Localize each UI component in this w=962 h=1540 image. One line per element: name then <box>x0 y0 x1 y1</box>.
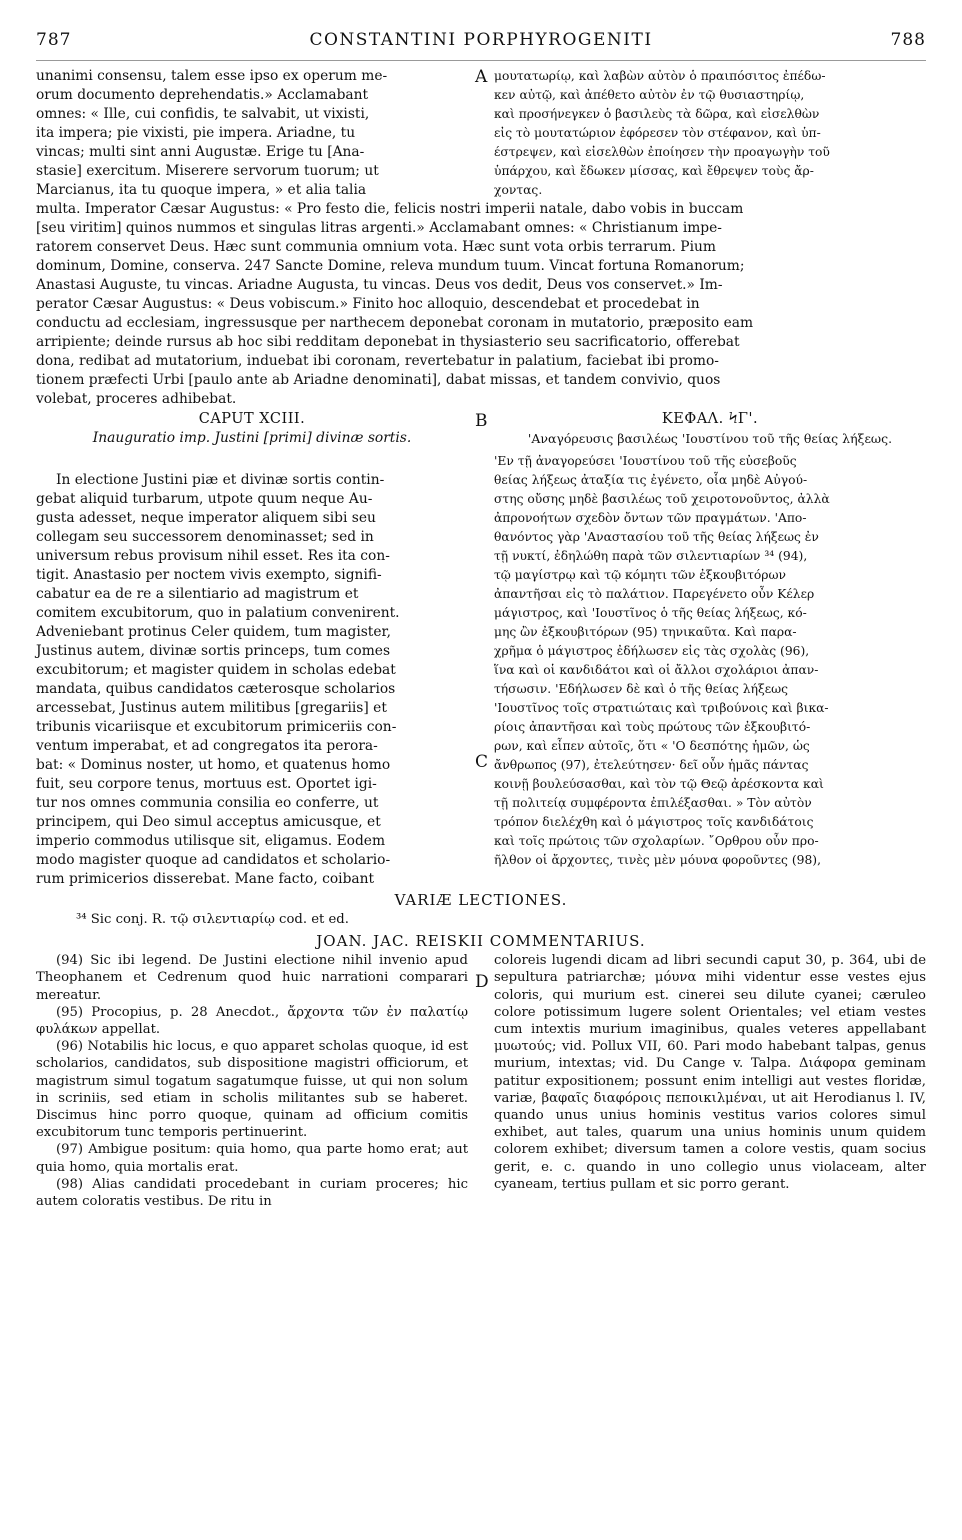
text-line: τῷ μαγίστρῳ καὶ τῷ κόμητι τῶν ἐξκουβιτόρων <box>494 568 787 582</box>
text-line: imperio commodus utilisque sit, eligamus. Eodem <box>36 833 386 849</box>
text-line: χρῆμα ὁ μάγιστρος ἐδήλωσεν εἰς τὰς σχολὰς (96), <box>494 644 810 658</box>
text-line: Anastasi Auguste, tu vincas. Ariadne Augusta, tu vincas. Deus vos dedit, Deus vos conservet.» Im- <box>36 277 723 293</box>
top-latin-column <box>36 67 468 200</box>
text-line: tigit. Anastasio per noctem vivis exempto, signifi- <box>36 567 382 583</box>
chapter-title-latin: CAPUT XCIII. <box>198 411 306 427</box>
text-line: [seu viritim] quinos nummos et singulas litras argenti.» Acclamabant omnes: « Christianum impe- <box>36 220 722 236</box>
page <box>36 30 926 1510</box>
commentary-right-column <box>494 952 926 1210</box>
text-line: ρίοις ἀπαντῆσαι καὶ τοὺς πρώτους τῶν ἐξκουβιτό- <box>494 720 811 734</box>
text-line: Justinus autem, divinæ sortis princeps, tum comes <box>36 643 391 659</box>
latin-chapter-heading <box>36 409 468 448</box>
text-line: tribunis vicariisque et excubitorum primiceriis con- <box>36 719 397 735</box>
footnote: (94) Sic ibi legend. De Justini electione nihil invenio apud Theophanem et Cedrenum quod huic narrationi comparari mereatur. <box>36 953 468 1003</box>
commentary-columns <box>36 952 926 1210</box>
margin-letter-b: B <box>475 411 488 431</box>
page-number-right: 788 <box>890 30 926 50</box>
text-line: τήσωσιν. 'Εδήλωσεν δὲ καὶ ὁ τῆς θείας λήξεως <box>494 682 789 696</box>
footnote: (96) Notabilis hic locus, e quo apparet scholas quoque, id est scholarios, candidatos, sub dispositione magistri officiorum, et magistrum simul togatum sagatumque fuisse, ut qui non solum in scriniis, sed etiam in scholis militantes sub se haberet. Discimus hinc porro quoque, quinam ad officium comitis excubitorum tunc temporis pertinuerint. <box>36 1039 468 1141</box>
text-line: dona, redibat ad mutatorium, induebat ibi coronam, revertebatur in palatium, faciebat ibi promo- <box>36 353 719 369</box>
text-line: comitem excubitorum, quo in palatium convenirent. <box>36 605 400 621</box>
commentary-left-column <box>36 952 468 1210</box>
text-line: μουτατωρίῳ, καὶ λαβὼν αὐτὸν ὁ πραιπόσιτος ἐπέδω- <box>494 69 826 83</box>
text-line: 'Ιουστῖνος τοῖς στρατιώταις καὶ τριβούνοις καὶ βικα- <box>494 701 829 715</box>
body-greek-column <box>494 452 926 889</box>
text-line: κεν αὐτῷ, καὶ ἀπέθετο αὐτὸν ἐν τῷ θυσιαστηρίῳ, <box>494 88 805 102</box>
footnote: (95) Procopius, p. 28 Anecdot., ἄρχοντα τῶν ἐν παλατίῳ φυλάκων appellat. <box>36 1004 468 1038</box>
variant-note: ³⁴ Sic conj. R. τῷ σιλεντιαρίῳ cod. et ed. <box>76 912 349 927</box>
running-header <box>36 30 926 61</box>
commentary-heading: JOAN. JAC. REISKII COMMENTARIUS. <box>316 932 646 951</box>
text-line: στης οὔσης μηδὲ βασιλέως τοῦ χειροτονοῦντος, ἀλλὰ <box>494 492 830 506</box>
text-line: ῆλθον οἱ ἄρχοντες, τινὲς μὲν μόυνα φοροῦντες (98), <box>494 853 821 867</box>
chapter-title-greek: ΚΕΦΑΛ. ϞΓ'. <box>661 411 759 427</box>
text-line: vincas; multi sint anni Augustæ. Erige tu [Ana- <box>36 144 365 160</box>
footnote: (97) Ambigue positum: quia homo, qua parte homo erat; aut quia homo, quia mortalis erat. <box>36 1142 468 1175</box>
text-line: κοινῇ βουλεύσασθαι, καὶ τὸν τῷ Θεῷ ἀρέσκοντα καὶ <box>494 777 824 791</box>
text-line: fuit, seu corpore tenus, mortuus est. Oportet igi- <box>36 776 377 792</box>
text-line: gebat aliquid turbarum, utpote quum neque Au- <box>36 491 373 507</box>
margin-letter-c: C <box>475 752 489 772</box>
text-line: θείας λήξεως ἀταξία τις ἐγένετο, οἷα μηδὲ Αὐγού- <box>494 473 808 487</box>
top-columns <box>36 67 926 200</box>
page-number-left: 787 <box>36 30 72 50</box>
text-line: ἄνθρωπος (97), ἐτελεύτησεν· δεῖ οὖν ἡμᾶς πάντας <box>494 758 809 772</box>
text-line: volebat, proceres adhibebat. <box>36 391 237 407</box>
footnote-continuation: coloreis lugendi dicam ad libri secundi caput 30, p. 364, ubi de sepultura patriarchæ; μόυνα mihi videntur esse vestes ejus coloris, qui murium est. cinerei seu dilute cyanei; cæruleo colore potissimum lugere solent Orientales; vel etiam vestes cum intextis murium imaginibus, quales veteres appellabant μυωτούς; vid. Pollux VII, 60. Pari modo habebant talpas, genus murium, intextas; vid. Du Cange v. Talpa. Διάφορα geminam patitur expositionem; possunt enim intelligi aut vestes floridæ, variæ, βαφαῖς διαφόροις πεποικιλμέναι, ut ait Herodianus l. IV, quando unus unius hominis vestitus varios colores simul exhibet, aut tales, quarum una unius hominis unum quidem colorem exhibet; diversum tamen a colore vestis, quam socius gerit, e. c. quando in uno collegio unus violaceam, alter cyaneam, tertius pullam et sic porro gerant. <box>494 953 926 1192</box>
text-line: gusta adesset, neque imperator aliquem sibi seu <box>36 510 376 526</box>
text-line: universum rebus provisum nihil esset. Res ita con- <box>36 548 390 564</box>
text-line: multa. Imperator Cæsar Augustus: « Pro festo die, felicis nostri imperii natale, dabo vobis in buccam <box>36 201 744 217</box>
text-line: ἀπρονοήτων σχεδὸν ὄντων τῶν πραγμάτων. 'Απο- <box>494 511 807 525</box>
margin-letter-a: A <box>475 67 488 87</box>
text-line: Marcianus, ita tu quoque impera, » et alia talia <box>36 182 367 198</box>
text-line: εἰς τὸ μουτατώριον ἐφόρεσεν τὸν στέφανον, καὶ ὑπ- <box>494 126 821 140</box>
chapter-subtitle-greek: 'Αναγόρευσις βασιλέως 'Ιουστίνου τοῦ τῆς θείας λήξεως. <box>527 431 893 446</box>
text-line: omnes: « Ille, cui confidis, te salvabit, ut vixisti, <box>36 106 370 122</box>
text-line: ἵνα καὶ οἱ κανδιδάτοι καὶ οἱ ἄλλοι σχολάριοι ἀπαν- <box>494 663 819 677</box>
text-line: unanimi consensu, talem esse ipso ex operum me- <box>36 68 388 84</box>
text-line: principem, qui Deo simul acceptus amicusque, et <box>36 814 381 830</box>
text-line: rum primicerios disserebat. Mane facto, coibant <box>36 871 375 887</box>
text-line: modo magister quoque ad candidatos et scholario- <box>36 852 391 868</box>
text-line: τρόπον διελέχθη καὶ ὁ μάγιστρος τοῖς κανδιδάτοις <box>494 815 814 829</box>
top-greek-column <box>494 67 926 200</box>
text-line: τῇ νυκτί, ἐδηλώθη παρὰ τῶν σιλεντιαρίων ³⁴ (94), <box>494 549 808 563</box>
text-line: ratorem conservet Deus. Hæc sunt communia omnium vota. Hæc sunt vota orbis terrarum. Pium <box>36 239 716 255</box>
text-line: έστρεψεν, καὶ εἰσελθὼν ἐποίησεν τὴν προαγωγὴν τοῦ <box>494 145 830 159</box>
running-title: CONSTANTINI PORPHYROGENITI <box>309 30 653 50</box>
text-line: arripiente; deinde rursus ab hoc sibi redditam deponebat in thysiasterio seu sacrificatorio, offerebat <box>36 334 740 350</box>
chapter-heading-row <box>36 409 926 448</box>
text-line: conductu ad ecclesiam, ingressusque per narthecem deponebat coronam in mutatorio, præposito eam <box>36 315 754 331</box>
body-latin-column <box>36 452 468 889</box>
text-line: excubitorum; et magister quidem in scholas edebat <box>36 662 396 678</box>
text-line: orum documento deprehendatis.» Acclamabant <box>36 87 369 103</box>
footnote: (98) Alias candidati procedebant in curiam proceres; hic autem coloratis vestibus. De ritu in <box>36 1176 468 1210</box>
variae-lectiones-heading: VARIÆ LECTIONES. <box>394 891 568 909</box>
text-line: tur nos omnes communia consilia eo conferre, ut <box>36 795 379 811</box>
text-line: καὶ τοῖς πρώτοις τῶν σχολαρίων. ῎Ορθρου οὖν προ- <box>494 834 819 848</box>
body-columns <box>36 452 926 889</box>
text-line: ἀπαντῆσαι εἰς τὸ παλάτιον. Παρεγένετο οὖν Κέλερ <box>494 587 815 601</box>
text-line: mandata, quibus candidatos cæterosque scholarios <box>36 681 396 697</box>
text-line: arcessebat, Justinus autem militibus [gregariis] et <box>36 700 387 716</box>
text-line: ventum imperabat, et ad congregatos ita perora- <box>36 738 378 754</box>
text-line: collegam seu successorem denominasset; sed in <box>36 529 374 545</box>
text-line: 'Εν τῇ ἀναγορεύσει 'Ιουστίνου τοῦ τῆς εὐσεβοῦς <box>494 454 797 468</box>
text-line: dominum, Domine, conserva. 247 Sancte Domine, releva mundum tuum. Vincat fortuna Romanorum; <box>36 258 745 274</box>
text-line: bat: « Dominus noster, ut homo, et quatenus homo <box>36 757 391 773</box>
margin-letter-d: D <box>475 972 489 993</box>
text-line: cabatur ea de re a silentiario ad magistrum et <box>36 586 359 602</box>
text-line: ὑπάρχου, καὶ ἔδωκεν μίσσας, καὶ ἔθρεψεν τοὺς ἄρ- <box>494 164 814 178</box>
text-line: tionem præfecti Urbi [paulo ante ab Ariadne denominati], dabat missas, et tandem convivio, quos <box>36 372 721 388</box>
chapter-subtitle-latin: Inauguratio imp. Justini [primi] divinæ sortis. <box>92 430 412 446</box>
text-line: θανόντος γὰρ 'Αναστασίου τοῦ τῆς θείας λήξεως ἐν <box>494 530 819 544</box>
text-line: ρων, καὶ εἶπεν αὐτοῖς, ὅτι « 'Ο δεσπότης ἡμῶν, ὡς <box>494 739 810 753</box>
text-line: perator Cæsar Augustus: « Deus vobiscum.» Finito hoc alloquio, descendebat et procedebat in <box>36 296 700 312</box>
text-line: In electione Justini piæ et divinæ sortis contin- <box>56 472 385 488</box>
greek-chapter-heading <box>494 409 926 448</box>
text-line: τῇ πολιτείᾳ συμφέροντα ἐπιλέξασθαι. » Τὸν αὐτὸν <box>494 796 812 810</box>
text-line: χοντας. <box>494 183 543 197</box>
text-line: ita impera; pie vixisti, pie impera. Ariadne, tu <box>36 125 356 141</box>
text-line: stasie] exercitum. Miserere servorum tuorum; ut <box>36 163 379 179</box>
text-line: μάγιστρος, καὶ 'Ιουστῖνος ὁ τῆς θείας λήξεως, κό- <box>494 606 807 620</box>
full-width-paragraph <box>36 200 926 409</box>
text-line: Adveniebant protinus Celer quidem, tum magister, <box>36 624 391 640</box>
text-line: καὶ προσήνεγκεν ὁ βασιλεὺς τὰ δῶρα, καὶ εἰσελθὼν <box>494 107 820 121</box>
text-line: μης ὢν ἐξκουβιτόρων (95) τηνικαῦτα. Καὶ παρα- <box>494 625 797 639</box>
